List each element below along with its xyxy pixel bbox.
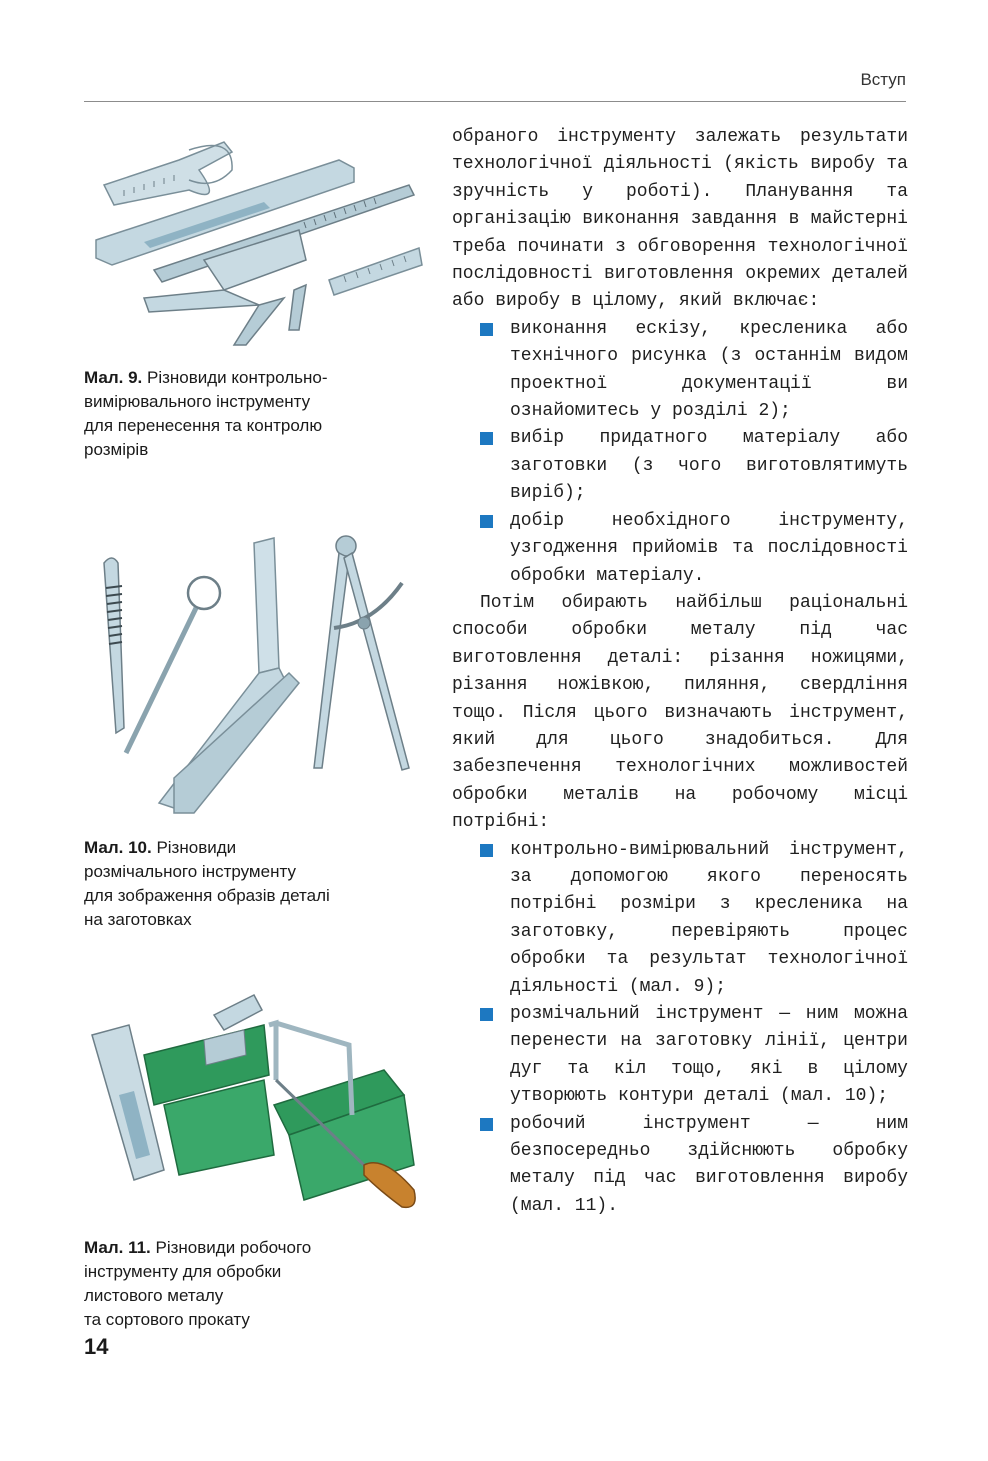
caption-line: Різновиди робочого (155, 1238, 312, 1257)
square-bullet-icon (480, 1118, 493, 1131)
figure-10-caption (84, 836, 414, 932)
list-item-text: робочий інструмент — ним безпосередньо здійснюють обробку металу під час виготовлення виробу (мал. 11). (510, 1113, 908, 1216)
caption-line: Різновиди (156, 838, 237, 857)
paragraph: обраного інструменту залежать результати технологічної діяльності (якість виробу та зручність у роботі). Планування та організацію виконання завдання в майстерні треба починати з обговорення технологічної послідовності виготовлення окремих деталей або виробу в цілому, який включає: (452, 127, 908, 312)
caption-line: розмічального інструменту (84, 862, 296, 881)
list-item-text: виконання ескізу, кресленика або технічного рисунка (з останнім видом проектної документації ви ознайомитесь у розділі 2); (510, 318, 908, 422)
list-item (510, 1001, 908, 1111)
caption-line: на заготовках (84, 910, 192, 929)
caption-line: Різновиди контрольно- (146, 368, 328, 387)
figure-11-illustration (84, 985, 424, 1215)
list-item (510, 508, 908, 590)
header-rule (84, 101, 906, 102)
caption-line: інструменту для обробки (84, 1262, 282, 1281)
caption-line: для зображення образів деталі (84, 886, 330, 905)
list-item-text: вибір придатного матеріалу або заготовки (з чого виготовлятимуть виріб); (510, 428, 908, 504)
list-item (510, 316, 908, 426)
caption-line: для перенесення та контролю (84, 416, 323, 435)
figure-11-caption (84, 1236, 414, 1332)
page-number: 14 (84, 1334, 109, 1359)
list-item-text: контрольно-вимірювальний інструмент, за допомогою якого переносять потрібні розміри з кресленика на заготовку, перевіряють процес обробки та результат технологічної діяльності (мал. 9); (510, 839, 908, 997)
list-item-text: добір необхідного інструменту, узгодження прийомів та послідовності обробки матеріалу. (510, 510, 908, 586)
list-item (510, 837, 908, 1001)
square-bullet-icon (480, 844, 493, 857)
figure-number: Мал. 9. (84, 368, 143, 387)
caption-line: розмірів (84, 440, 149, 459)
figure-9-illustration (84, 130, 424, 350)
figure-number: Мал. 10. (84, 838, 152, 857)
bullet-list (452, 316, 908, 590)
paragraph: Потім обирають найбільш раціональні способи обробки металу під час виготовлення деталі: різання ножицями, різання ножівкою, пиляння, свердління тощо. Після цього визначають інструмент, який для цього знадобиться. Для забезпечення технологічних можливостей обробки металів на робочому місці потрібні: (452, 592, 908, 833)
caption-line: листового металу (84, 1286, 224, 1305)
caption-line: та сортового прокату (84, 1310, 250, 1329)
square-bullet-icon (480, 1008, 493, 1021)
square-bullet-icon (480, 432, 493, 445)
caption-line: вимірювального інструменту (84, 392, 311, 411)
body-text (452, 124, 908, 1220)
bullet-list (452, 837, 908, 1221)
list-item-text: розмічальний інструмент — ним можна перенести на заготовку лінії, центри дуг та кіл тощо, які в цілому утворюють контури деталі (мал. 10); (510, 1004, 908, 1107)
square-bullet-icon (480, 515, 493, 528)
figure-number: Мал. 11. (84, 1238, 151, 1257)
figure-10-illustration (84, 528, 424, 823)
list-item (510, 425, 908, 507)
section-title: Вступ (860, 70, 906, 89)
list-item (510, 1111, 908, 1221)
square-bullet-icon (480, 323, 493, 336)
figure-9-caption (84, 366, 414, 462)
